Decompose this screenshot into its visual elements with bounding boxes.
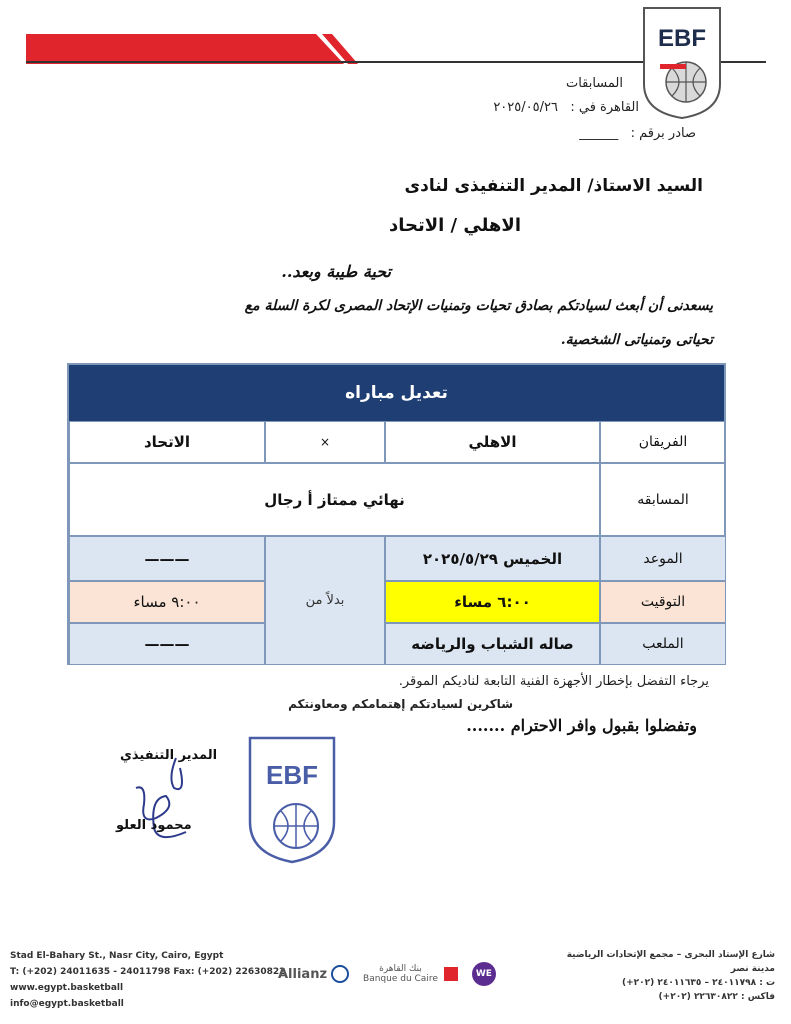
date-new: الخميس ٢٠٢٥/٥/٢٩ (385, 536, 600, 581)
footer-email[interactable]: info@egypt.basketball (10, 999, 124, 1009)
issue-line (579, 126, 696, 141)
addressee-line: السيد الاستاذ/ المدير التنفيذى لنادى (404, 176, 703, 196)
footer-fax-ar: فاكس : ٢٢٦٣٠٨٢٢ (٢٠٢+) (658, 992, 775, 1002)
signer-title: المدير التنفيذي (120, 748, 218, 763)
header-red-stripe (26, 34, 358, 64)
allianz-icon (331, 965, 349, 983)
ebf-logo (638, 4, 726, 120)
time-label-text: التوقيت (640, 594, 686, 610)
sponsor-we (472, 962, 496, 986)
date-label: القاهرة في : (570, 100, 639, 115)
time-new: ٦:٠٠ مساء (385, 581, 600, 623)
ebf-stamp (246, 734, 338, 864)
teams-label (600, 421, 726, 463)
thanks-line: شاكرين لسيادتكم إهتمامكم ومعاونتكم (288, 697, 513, 711)
date-line (493, 100, 639, 115)
footer-web[interactable]: www.egypt.basketball (10, 983, 124, 993)
signer-name: محمود العلو (116, 818, 192, 833)
footer-contact-en (10, 948, 285, 1012)
competition-value: نهائي ممتاز أ رجال (69, 463, 600, 536)
table-title: تعديل مباراه (69, 365, 724, 421)
bdc-en: Banque du Caire (363, 974, 438, 984)
team-b: الاتحاد (69, 421, 265, 463)
body-line-1: يسعدنى أن أبعث لسيادتكم بصادق تحيات وتمنيات الإتحاد المصرى لكرة السلة مع (244, 298, 713, 314)
we-text: WE (475, 969, 492, 979)
greeting: تحية طيبة وبعد.. (281, 262, 391, 281)
svg-text:EBF: EBF (658, 25, 706, 52)
body-line-2: تحياتى وتمنياتى الشخصية. (560, 332, 713, 348)
time-old: ٩:٠٠ مساء (69, 581, 265, 623)
issue-value: ______ (579, 126, 619, 141)
match-change-table (67, 363, 726, 665)
date-label-text: الموعد (643, 550, 683, 567)
competition-label-text: المسابقه (637, 491, 689, 508)
date-value: ٢٠٢٥/٠٥/٢٦ (493, 100, 558, 115)
footer-contact-ar (567, 948, 775, 1004)
bdc-icon (444, 967, 458, 981)
venue-new: صاله الشباب والرياضه (385, 623, 600, 665)
teams-label-text: الفريقان (638, 434, 688, 450)
footer-phone-ar: ت : ٢٤٠١١٧٩٨ – ٢٤٠١١٦٣٥ (٢٠٢+) (622, 978, 775, 988)
instead-of: بدلاً من (265, 536, 385, 665)
time-label-cell (600, 581, 726, 623)
vs-mark: × (265, 421, 385, 463)
bdc-ar: بنك القاهرة (379, 964, 422, 974)
footer-address-ar: شارع الإستاد البحرى – مجمع الإتحادات الرياضية (566, 950, 775, 960)
dept-name: المسابقات (565, 76, 623, 91)
footer-city-ar: مدينة نصر (730, 964, 775, 974)
footer-address: Stad El-Bahary St., Nasr City, Cairo, Egypt (10, 951, 224, 961)
handwritten-signature (116, 748, 216, 848)
dept-line (566, 76, 623, 91)
footer-phone: T: (+202) 24011635 - 24011798 Fax: (+202) 22630822 (10, 967, 286, 977)
sponsor-bdc (363, 964, 438, 984)
venue-old: ——— (69, 623, 265, 665)
issue-label: صادر برقم : (630, 126, 696, 141)
date-old: ——— (69, 536, 265, 581)
date-label-cell (600, 536, 726, 581)
team-a: الاهلي (385, 421, 600, 463)
notify-note: يرجاء التفضل بإخطار الأجهزة الفنية التابعة لناديكم الموقر. (398, 674, 709, 689)
sponsor-allianz: Allianz (278, 966, 328, 982)
venue-label-cell (600, 623, 726, 665)
svg-text:EBF: EBF (266, 760, 318, 790)
venue-label-text: الملعب (642, 636, 684, 652)
sponsor-row (278, 962, 496, 986)
competition-label (600, 463, 726, 536)
regards-line: وتفضلوا بقبول وافر الاحترام ....... (466, 716, 697, 735)
club-name: الاهلي / الاتحاد (388, 215, 521, 236)
